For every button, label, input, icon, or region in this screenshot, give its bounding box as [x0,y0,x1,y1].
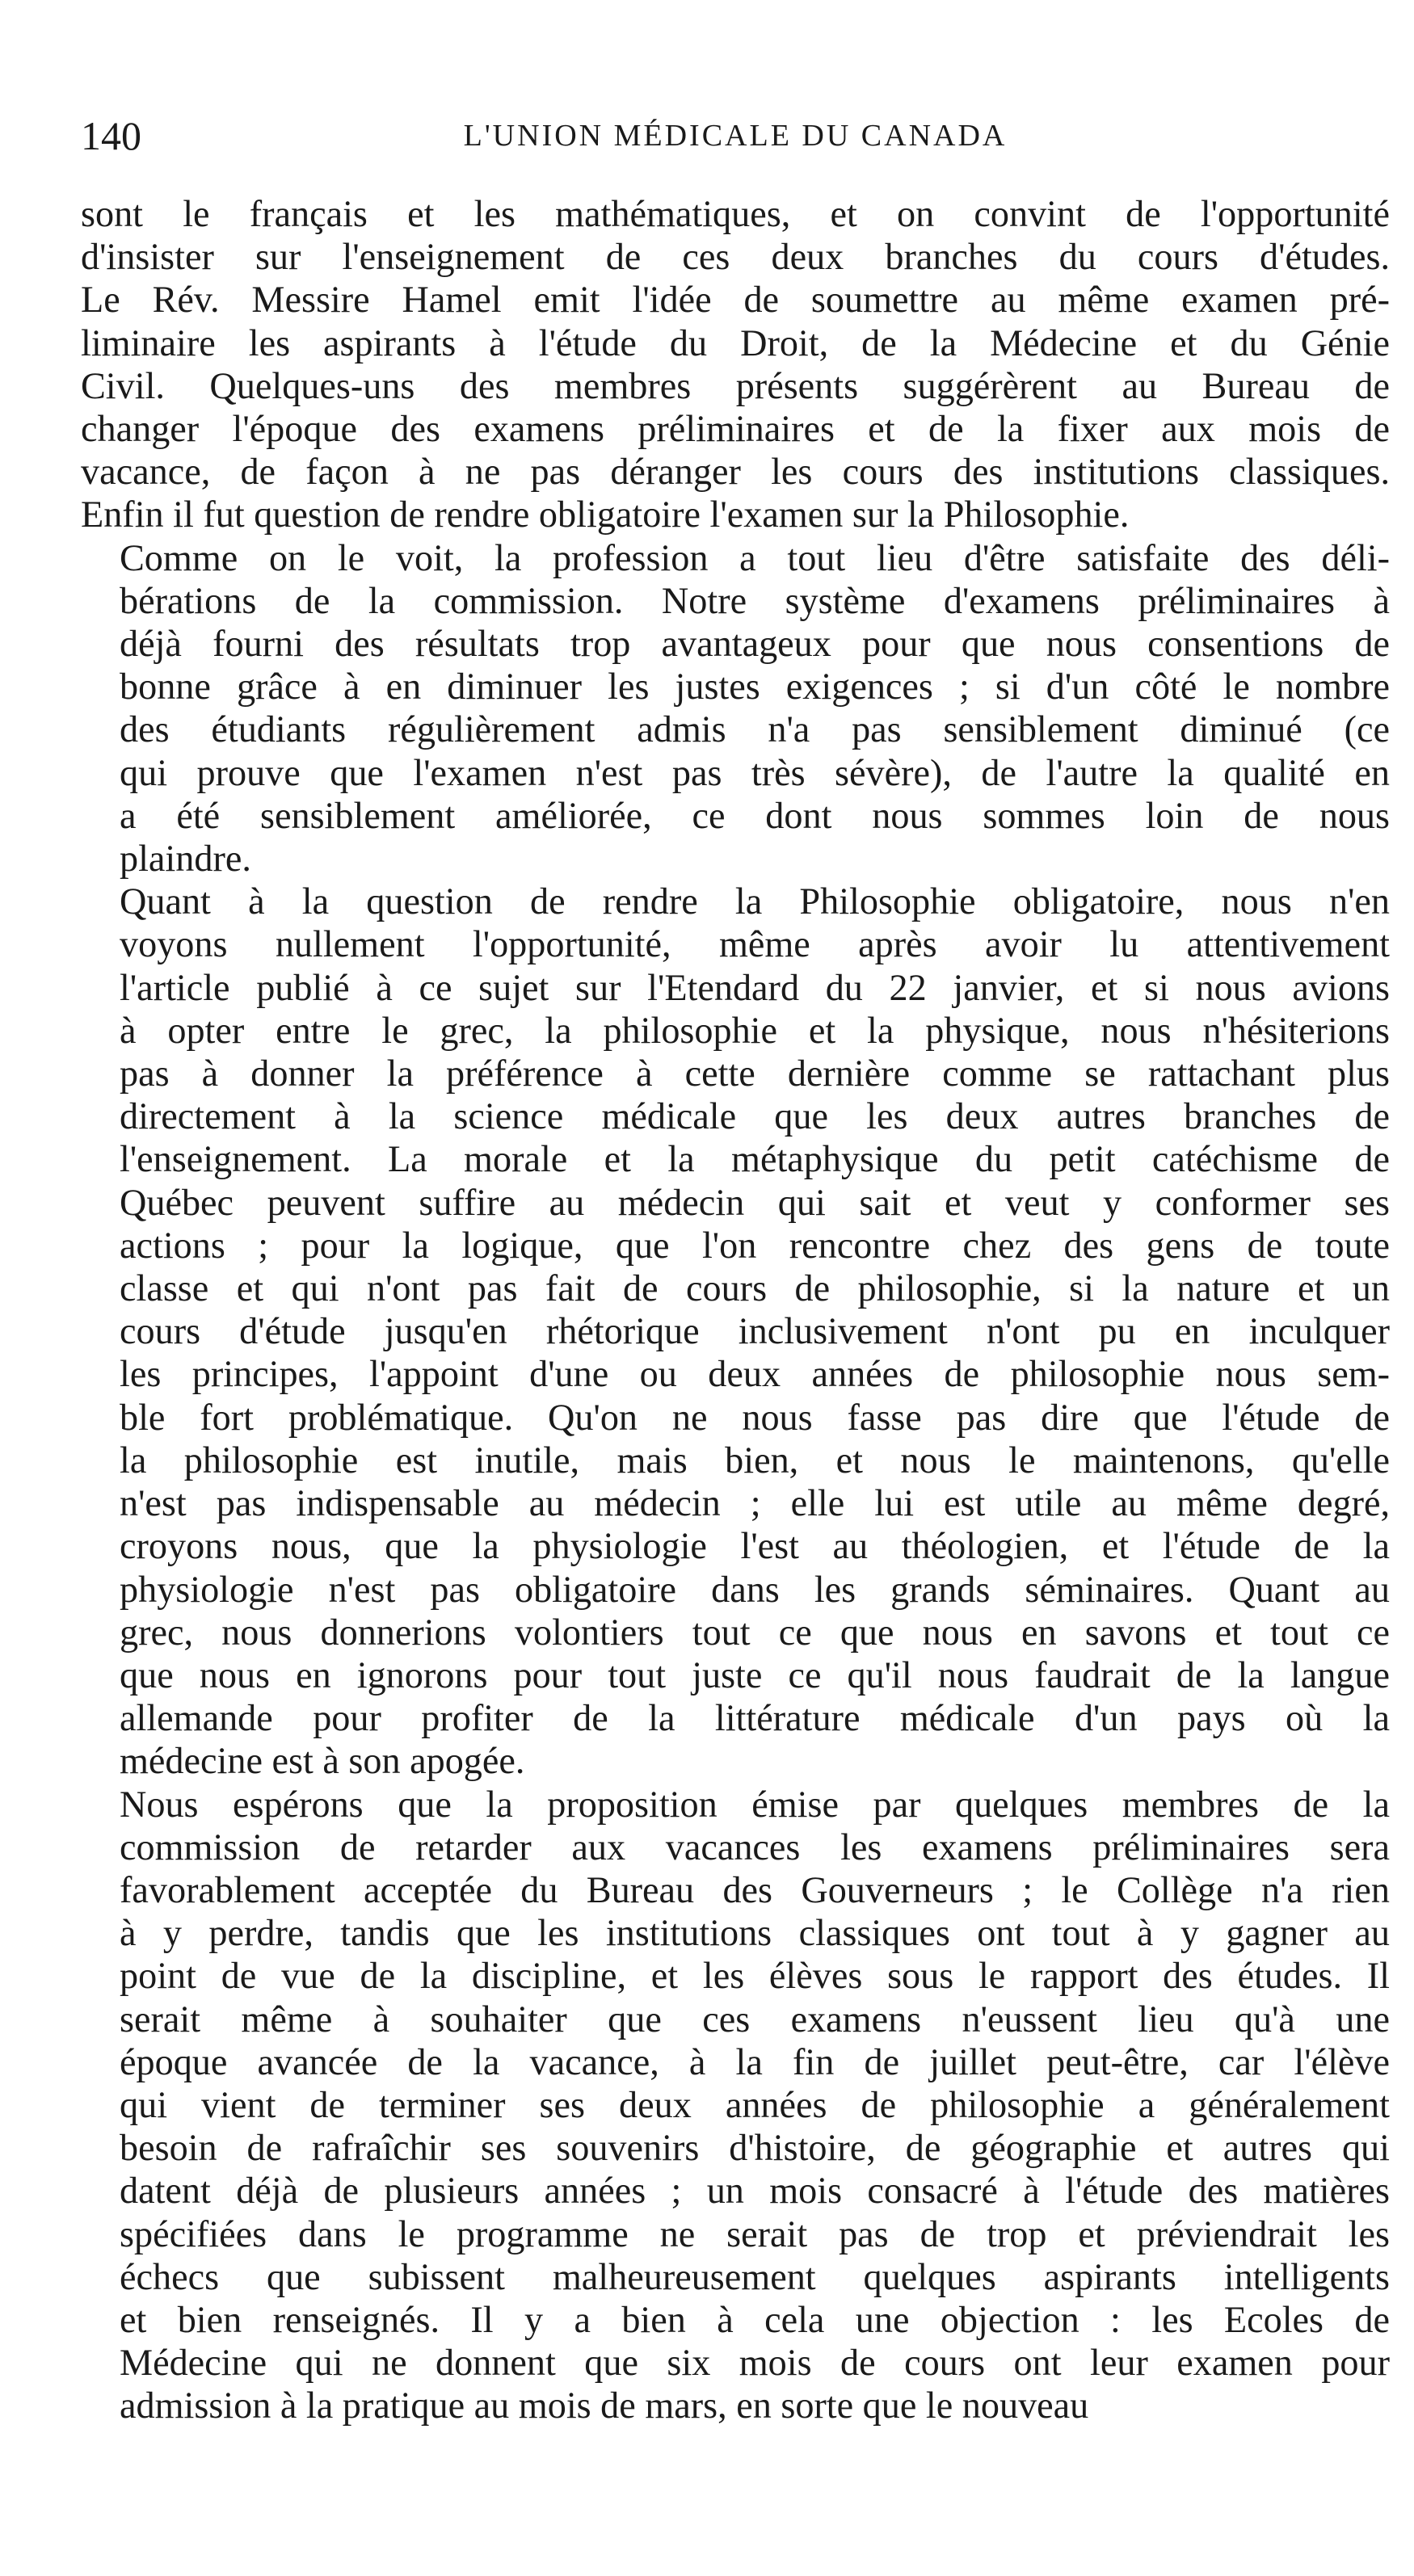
page-header [81,103,1390,168]
text-line: classe et qui n'ont pas fait de cours de philosophie, si la nature et un [120,1267,1390,1309]
text-line: que nous en ignorons pour tout juste ce qu'il nous faudrait de la langue [120,1654,1390,1696]
text-line: Nous espérons que la proposition émise par quelques membres de la [120,1783,1390,1825]
text-line: liminaire les aspirants à l'étude du Droit, de la Médecine et du Génie [81,321,1390,363]
paragraph [81,1783,1390,2427]
text-line: vacance, de façon à ne pas déranger les cours des institutions classiques. [81,451,1390,493]
text-line: commission de retarder aux vacances les examens préliminaires sera [120,1826,1390,1868]
text-line: Le Rév. Messire Hamel emit l'idée de soumettre au même examen pré- [81,279,1390,321]
text-line: datent déjà de plusieurs années ; un mois consacré à l'étude des matières [120,2170,1390,2212]
text-line: grec, nous donnerions volontiers tout ce que nous en savons et tout ce [120,1611,1390,1653]
text-line: Quant à la question de rendre la Philosophie obligatoire, nous n'en [120,880,1390,922]
text-line: spécifiées dans le programme ne serait pas de trop et préviendrait les [120,2213,1390,2255]
text-line: serait même à souhaiter que ces examens n'eussent lieu qu'à une [120,1998,1390,2040]
text-line: médecine est à son apogée. [120,1740,525,1782]
text-line: bérations de la commission. Notre système d'examens préliminaires à [120,579,1390,621]
text-line: croyons nous, que la physiologie l'est au théologien, et l'étude de la [120,1525,1390,1567]
text-line: a été sensiblement améliorée, ce dont nous sommes loin de nous [120,794,1390,836]
text-line: allemande pour profiter de la littérature médicale d'un pays où la [120,1697,1390,1739]
text-line: bonne grâce à en diminuer les justes exigences ; si d'un côté le nombre [120,666,1390,708]
text-line: époque avancée de la vacance, à la fin de juillet peut-être, car l'élève [120,2040,1390,2082]
text-line: sont le français et les mathématiques, et on convint de l'opportunité [81,193,1390,234]
text-line: directement à la science médicale que les deux autres branches de [120,1095,1390,1137]
text-line: actions ; pour la logique, que l'on rencontre chez des gens de toute [120,1224,1390,1266]
text-line: qui prouve que l'examen n'est pas très sévère), de l'autre la qualité en [120,751,1390,793]
text-line: point de vue de la discipline, et les élèves sous le rapport des études. Il [120,1955,1390,1997]
text-line: ble fort problématique. Qu'on ne nous fasse pas dire que l'étude de [120,1396,1390,1438]
paragraph [81,880,1390,1782]
text-line: les principes, l'appoint d'une ou deux années de philosophie nous sem- [120,1353,1390,1395]
text-line: la philosophie est inutile, mais bien, et nous le maintenons, qu'elle [120,1439,1390,1481]
text-line: pas à donner la préférence à cette dernière comme se rattachant plus [120,1053,1390,1095]
text-line: favorablement acceptée du Bureau des Gouverneurs ; le Collège n'a rien [120,1868,1390,1910]
text-line: à y perdre, tandis que les institutions classiques ont tout à y gagner au [120,1912,1390,1954]
text-line: physiologie n'est pas obligatoire dans les grands séminaires. Quant au [120,1568,1390,1610]
text-line: échecs que subissent malheureusement quelques aspirants intelligents [120,2255,1390,2297]
text-line: cours d'étude jusqu'en rhétorique inclusivement n'ont pu en inculquer [120,1310,1390,1352]
text-line: Médecine qui ne donnent que six mois de cours ont leur examen pour [120,2342,1390,2384]
text-line: l'article publié à ce sujet sur l'Etendard du 22 janvier, et si nous avions [120,966,1390,1008]
text-line: Civil. Quelques-uns des membres présents suggérèrent au Bureau de [81,364,1390,406]
text-line: n'est pas indispensable au médecin ; elle lui est utile au même degré, [120,1482,1390,1524]
text-line: besoin de rafraîchir ses souvenirs d'histoire, de géographie et autres qui [120,2127,1390,2169]
text-line: Enfin il fut question de rendre obligatoire l'examen sur la Philosophie. [81,494,1130,536]
paragraph [81,192,1390,536]
text-line: des étudiants régulièrement admis n'a pas sensiblement diminué (ce [120,708,1390,750]
text-line: l'enseignement. La morale et la métaphysique du petit catéchisme de [120,1138,1390,1180]
text-line: et bien renseignés. Il y a bien à cela une objection : les Ecoles de [120,2298,1390,2340]
article-body [81,192,1390,2427]
text-line: d'insister sur l'enseignement de ces deux branches du cours d'études. [81,236,1390,278]
page-number: 140 [81,113,141,158]
text-line: changer l'époque des examens préliminaires et de la fixer aux mois de [81,408,1390,450]
paragraph [81,536,1390,880]
text-line: admission à la pratique au mois de mars, en sorte que le nouveau [120,2385,1089,2427]
running-title: L'UNION MÉDICALE DU CANADA [463,119,1008,153]
text-line: qui vient de terminer ses deux années de philosophie a généralement [120,2083,1390,2125]
text-line: plaindre. [120,838,251,880]
text-line: à opter entre le grec, la philosophie et la physique, nous n'hésiterions [120,1009,1390,1051]
text-line: déjà fourni des résultats trop avantageux pour que nous consentions de [120,623,1390,665]
text-line: Comme on le voit, la profession a tout lieu d'être satisfaite des déli- [120,536,1390,578]
text-line: Québec peuvent suffire au médecin qui sait et veut y conformer ses [120,1181,1390,1223]
text-line: voyons nullement l'opportunité, même après avoir lu attentivement [120,923,1390,965]
